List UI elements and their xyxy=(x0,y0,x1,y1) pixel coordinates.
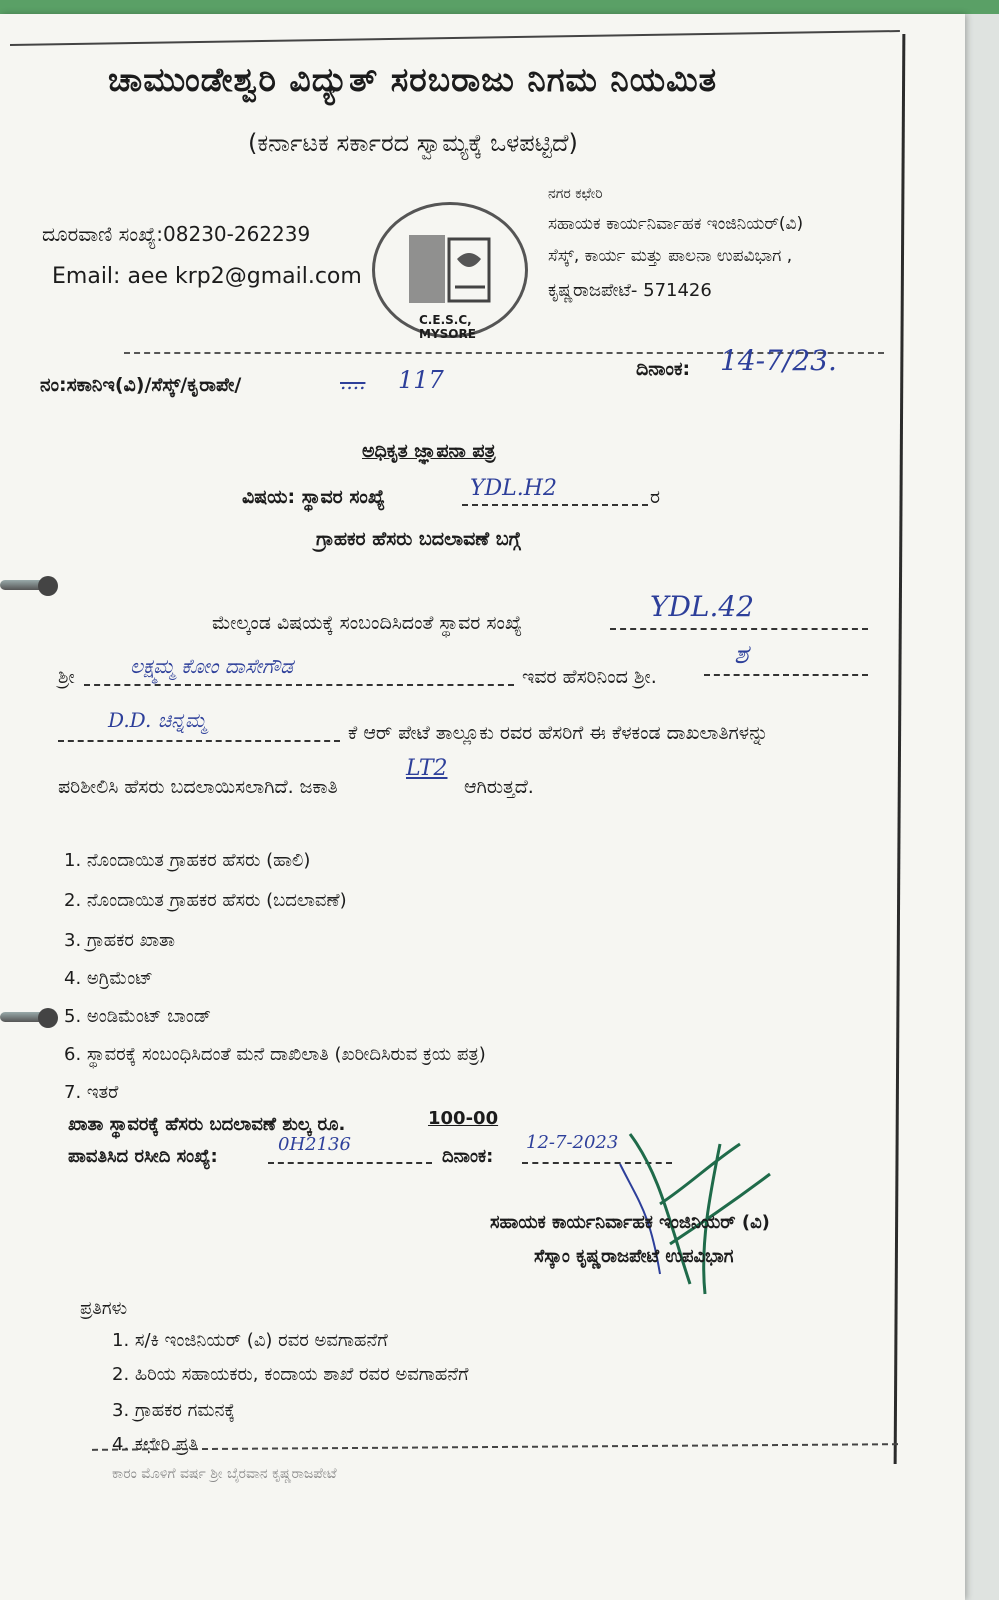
document-item: 2. ನೊಂದಾಯಿತ ಗ್ರಾಹಕರ ಹೆಸರು (ಬದಲಾವಣೆ) xyxy=(64,890,347,911)
para3-suffix: ಆಗಿರುತ್ತದೆ. xyxy=(464,776,534,798)
subject-line-2: ಗ್ರಾಹಕರ ಹೆಸರು ಬದಲಾವಣೆ ಬಗ್ಗೆ xyxy=(316,528,521,550)
cesc-seal xyxy=(372,202,528,341)
office-address: ಕೃಷ್ಣರಾಜಪೇಟೆ- 571426 xyxy=(548,280,712,301)
date-label: ದಿನಾಂಕ: xyxy=(636,358,691,380)
sri2-mark: ಶ xyxy=(734,640,749,670)
sri2-dotted-line-top xyxy=(704,674,868,676)
receipt-label: ಪಾವತಿಸಿದ ರಸೀದಿ ಸಂಖ್ಯೆ: xyxy=(68,1146,218,1167)
receipt-value: 0H2136 xyxy=(278,1134,351,1155)
sri1-label: ಶ್ರೀ xyxy=(58,666,75,688)
reference-number-struck: .... xyxy=(340,370,366,394)
document-item: 3. ಗ್ರಾಹಕರ ಖಾತಾ xyxy=(64,930,175,951)
office-subdivision: ಸೆಸ್ಕ್, ಕಾರ್ಯ ಮತ್ತು ಪಾಲನಾ ಉಪವಿಭಾಗ , xyxy=(548,246,793,266)
phone-number: ದೂರವಾಣಿ ಸಂಖ್ಯೆ:08230-262239 xyxy=(42,222,311,246)
date-value: 14-7/23. xyxy=(720,344,837,377)
receipt-date-value: 12-7-2023 xyxy=(526,1132,619,1153)
subject-dotted-line xyxy=(462,504,648,506)
para2-text: ಕೆ ಆರ್ ಪೇಟೆ ತಾಲ್ಲೂಕು ರವರ ಹೆಸರಿಗೆ ಈ ಕೆಳಕಂಡ ದಾಖಲಾತಿಗಳನ್ನು xyxy=(348,722,769,744)
signatory-office: ಸೆಸ್ಕಾಂ ಕೃಷ್ಣರಾಜಪೇಟೆ ಉಪವಿಭಾಗ xyxy=(534,1246,734,1267)
para1-text: ಮೇಲ್ಕಂಡ ವಿಷಯಕ್ಕೆ ಸಂಬಂದಿಸಿದಂತೆ ಸ್ಥಾವರ ಸಂಖ್ಯೆ xyxy=(212,612,523,634)
sri1-value: ಲಕ್ಷ್ಮಮ್ಮ ಕೋಂ ದಾಸೇಗೌಡ xyxy=(130,654,293,678)
para3-text: ಪರಿಶೀಲಿಸಿ ಹೆಸರು ಬದಲಾಯಿಸಲಾಗಿದೆ. ಜಕಾತಿ xyxy=(58,776,338,798)
binder-pin-head xyxy=(38,1008,58,1028)
page-border-right xyxy=(894,34,906,1464)
office-designation: ಸಹಾಯಕ ಕಾರ್ಯನಿರ್ವಾಹಕ ಇಂಜಿನಿಯರ್(ವಿ) xyxy=(548,214,804,234)
receipt-date-label: ದಿನಾಂಕ: xyxy=(442,1146,494,1167)
cesc-logo-icon xyxy=(405,229,493,309)
para3-value: LT2 xyxy=(406,756,448,781)
document-item: 1. ನೊಂದಾಯಿತ ಗ್ರಾಹಕರ ಹೆಸರು (ಹಾಲಿ) xyxy=(64,850,311,871)
sri1-dotted-line xyxy=(84,684,514,686)
document-item: 4. ಅಗ್ರಿಮೆಂಟ್ xyxy=(64,968,153,989)
signatory-designation: ಸಹಾಯಕ ಕಾರ್ಯನಿರ್ವಾಹಕ ಇಂಜಿನಿಯರ್ (ವಿ) xyxy=(490,1212,770,1233)
document-item: 7. ಇತರೆ xyxy=(64,1082,119,1103)
sri2-dotted-line xyxy=(58,740,340,742)
subject-value: YDL.H2 xyxy=(470,476,557,501)
copy-item: 2. ಹಿರಿಯ ಸಹಾಯಕರು, ಕಂದಾಯ ಶಾಖೆ ರವರ ಅವಗಾಹನೆಗೆ xyxy=(112,1364,469,1385)
letter-heading: ಅಧಿಕೃತ ಜ್ಞಾಪನಾ ಪತ್ರ xyxy=(362,440,496,462)
organization-name: ಚಾಮುಂಡೇಶ್ವರಿ ವಿದ್ಯುತ್ ಸರಬರಾಜು ನಿಗಮ ನಿಯಮಿತ xyxy=(108,60,718,99)
copies-heading: ಪ್ರತಿಗಳು xyxy=(80,1298,128,1319)
seal-label: C.E.S.C, MYSORE xyxy=(419,313,476,341)
copy-item: 3. ಗ್ರಾಹಕರ ಗಮನಕ್ಕೆ xyxy=(112,1400,235,1421)
email-address: Email: aee krp2@gmail.com xyxy=(52,264,362,289)
footer-faint-text: ಕಾರಂ ಮೊಳಿಗೆ ವರ್ಷ ಶ್ರೀ ಬೈರವಾನ ಕೃಷ್ಣರಾಜಪೇಟೆ xyxy=(112,1466,337,1482)
para1-value: YDL.42 xyxy=(650,590,755,623)
background-strip xyxy=(0,0,999,14)
copy-item: 1. ಸ/ಕಿ ಇಂಜಿನಿಯರ್ (ವಿ) ರವರ ಅವಗಾಹನೆಗೆ xyxy=(112,1330,388,1351)
para1-dotted-line xyxy=(610,628,868,630)
document-item: 5. ಅಂಡಿಮೆಂಟ್ ಬಾಂಡ್ xyxy=(64,1006,212,1027)
fee-label: ಖಾತಾ ಸ್ಥಾವರಕ್ಕೆ ಹೆಸರು ಬದಲಾವಣೆ ಶುಲ್ಕ ರೂ. xyxy=(68,1114,346,1135)
sri2-value: D.D. ಚಿನ್ನಮ್ಮ xyxy=(108,708,207,732)
binder-pin-head xyxy=(38,576,58,596)
fee-amount: 100-00 xyxy=(428,1108,499,1129)
subject-label: ವಿಷಯ: ಸ್ಥಾವರ ಸಂಖ್ಯೆ xyxy=(242,486,386,508)
reference-number-value: 117 xyxy=(398,366,444,394)
footer-divider xyxy=(92,1443,898,1451)
organization-subtitle: (ಕರ್ನಾಟಕ ಸರ್ಕಾರದ ಸ್ವಾಮ್ಯಕ್ಕೆ ಒಳಪಟ್ಟಿದೆ) xyxy=(248,129,578,157)
receipt-dotted-line xyxy=(268,1162,432,1164)
copy-item: 4. ಕಛೇರಿ ಪ್ರತಿ xyxy=(112,1434,198,1455)
from-name-text: ಇವರ ಹೆಸರಿನಿಂದ ಶ್ರೀ. xyxy=(522,666,657,688)
signature-scribble xyxy=(600,1104,790,1304)
subject-suffix: ರ xyxy=(650,486,661,508)
letter-page xyxy=(0,14,965,1600)
page-border-top xyxy=(10,30,900,46)
office-top-label: ನಗರ ಕಛೇರಿ xyxy=(548,186,603,202)
document-item: 6. ಸ್ಥಾವರಕ್ಕೆ ಸಂಬಂಧಿಸಿದಂತೆ ಮನೆ ದಾಖಿಲಾತಿ (ಖರೀದಿಸಿರುವ ಕ್ರಯ ಪತ್ರ) xyxy=(64,1044,486,1065)
reference-number-label: ನಂ:ಸಕಾನಿಇ(ವಿ)/ಸೆಸ್ಕ್/ಕೃರಾಪೇ/ xyxy=(40,374,242,396)
